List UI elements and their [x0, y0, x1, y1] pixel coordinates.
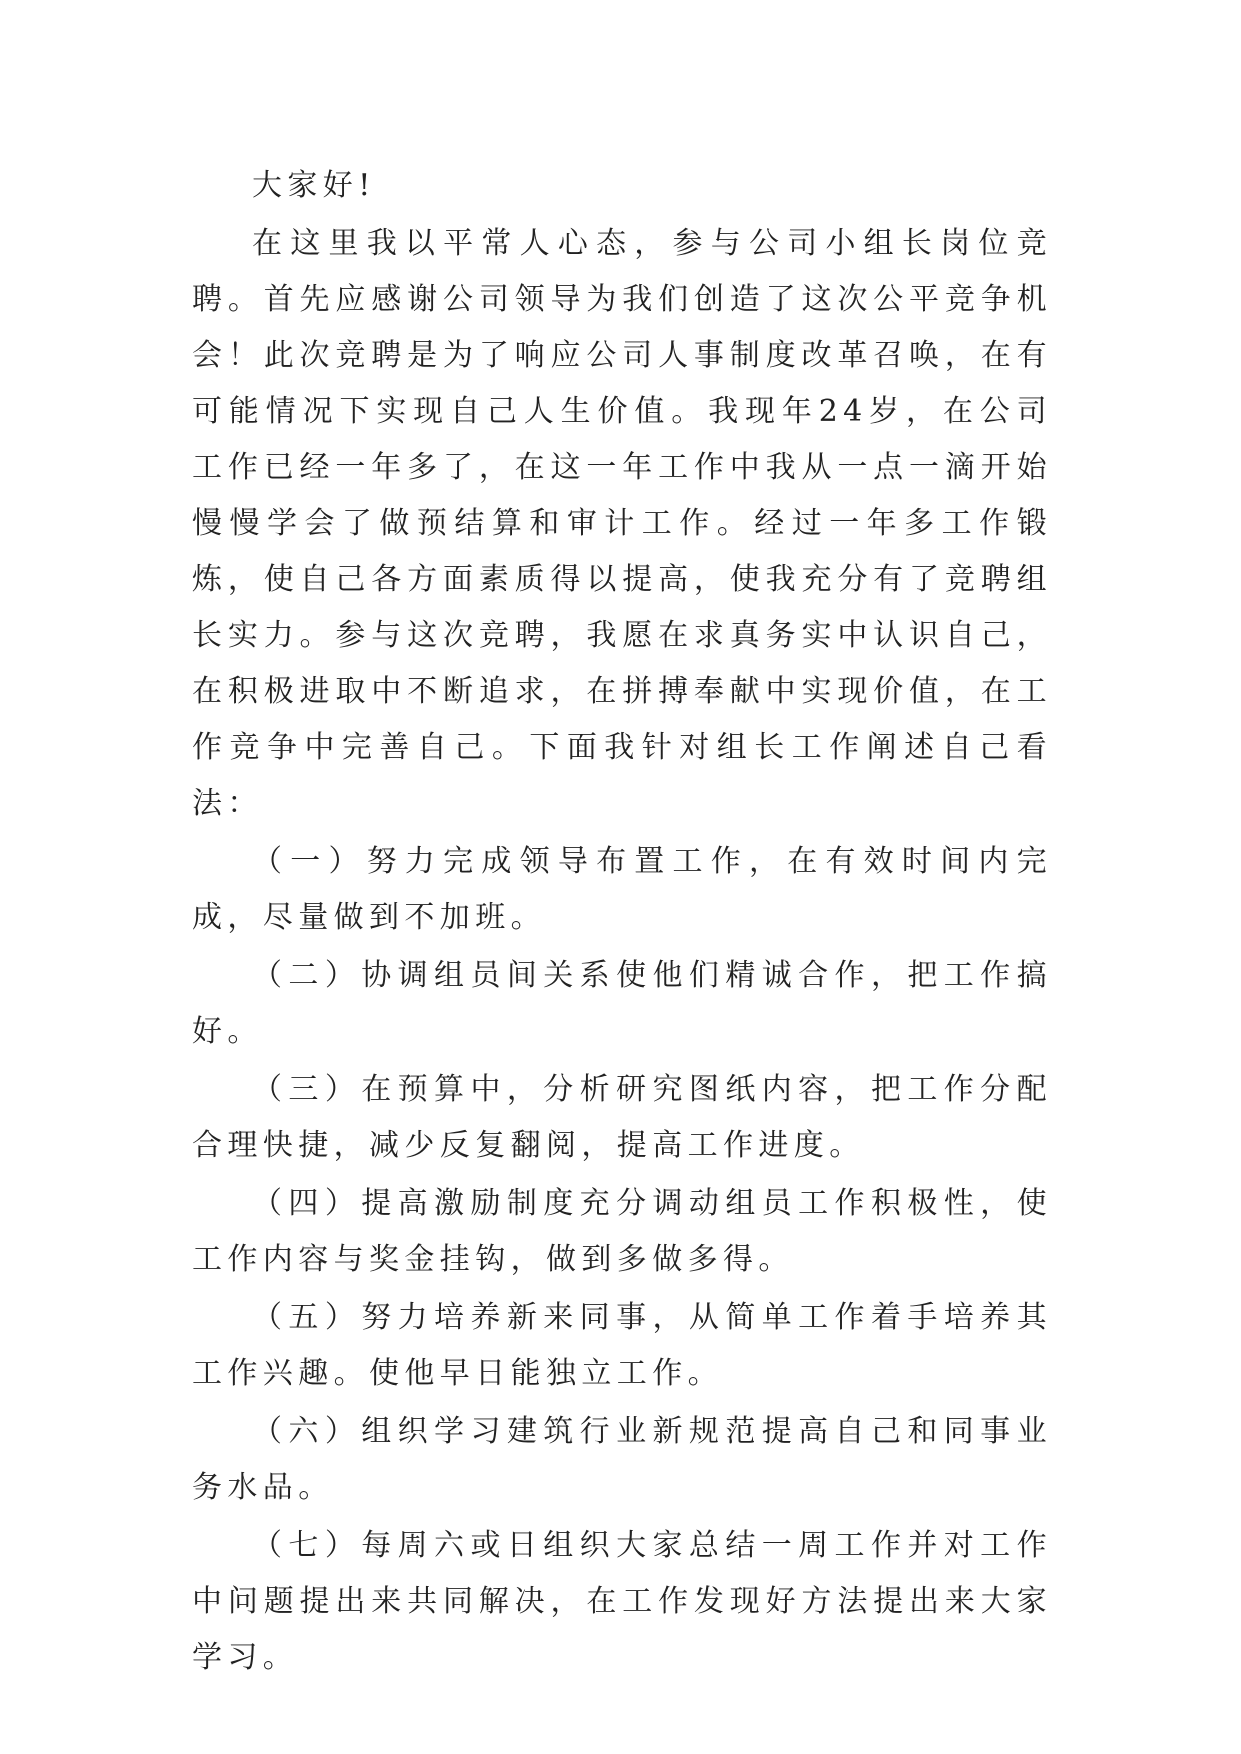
document-page: [192, 158, 1052, 1686]
greeting-paragraph: 大家好!: [252, 168, 376, 203]
list-item-5: （五）努力培养新来同事，从简单工作着手培养其工作兴趣。使他早日能独立工作。: [192, 1300, 1052, 1391]
list-item-4: （四）提高激励制度充分调动组员工作积极性，使工作内容与奖金挂钩，做到多做多得。: [192, 1186, 1052, 1277]
list-item-2: （二）协调组员间关系使他们精诚合作，把工作搞好。: [192, 958, 1052, 1049]
list-item-1: （一）努力完成领导布置工作，在有效时间内完成，尽量做到不加班。: [192, 844, 1052, 935]
list-item-7: （七）每周六或日组织大家总结一周工作并对工作中问题提出来共同解决，在工作发现好方法提出来大家学习。: [192, 1528, 1052, 1675]
list-item-6: （六）组织学习建筑行业新规范提高自己和同事业务水品。: [192, 1414, 1052, 1505]
list-item-3: （三）在预算中，分析研究图纸内容，把工作分配合理快捷，减少反复翻阅，提高工作进度。: [192, 1072, 1052, 1163]
intro-paragraph: 在这里我以平常人心态，参与公司小组长岗位竞聘。首先应感谢公司领导为我们创造了这次公平竞争机会！此次竞聘是为了响应公司人事制度改革召唤，在有可能情况下实现自己人生价值。我现年24岁，在公司工作已经一年多了，在这一年工作中我从一点一滴开始慢慢学会了做预结算和审计工作。经过一年多工作锻炼，使自己各方面素质得以提高，使我充分有了竞聘组长实力。参与这次竞聘，我愿在求真务实中认识自己，在积极进取中不断追求，在拼搏奉献中实现价值，在工作竞争中完善自己。下面我针对组长工作阐述自己看法：: [192, 226, 1052, 821]
